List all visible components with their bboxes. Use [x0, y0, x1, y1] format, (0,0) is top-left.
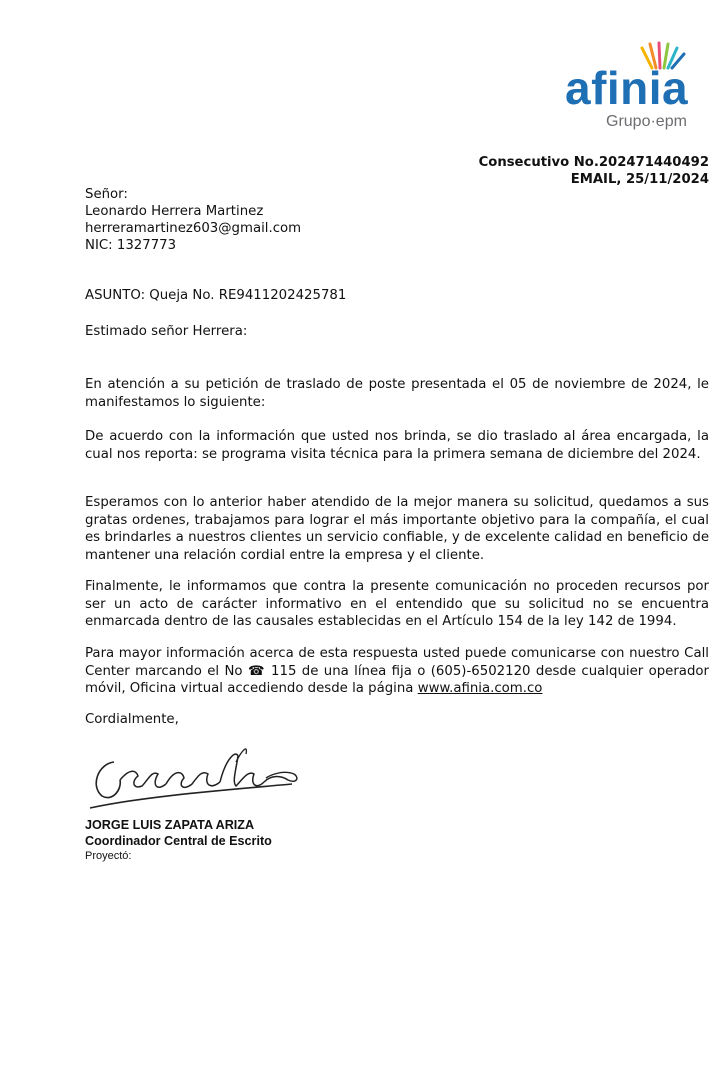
subject-line: ASUNTO: Queja No. RE9411202425781: [85, 288, 347, 303]
consecutivo: Consecutivo No.202471440492: [478, 155, 709, 170]
phone-icon: ☎: [247, 663, 266, 679]
afinia-logo: [560, 40, 710, 135]
logo-group: Grupo·epm: [606, 113, 687, 130]
paragraph-2: De acuerdo con la información que usted nos brinda, se dio traslado al área encargada, la cual nos reporta: se programa visita técnica para la primera semana de diciembre del 2024.: [85, 429, 709, 462]
paragraph-3: Esperamos con lo anterior haber atendido de la mejor manera su solicitud, quedamos a sus gratas ordenes, trabajamos para lograr el más importante objetivo para la compañía, el cual es brindarles a nuestros clientes un servicio confiable, y de excelente calidad en beneficio de mantener una relación cordial entre la empresa y el cliente.: [85, 495, 709, 563]
paragraph-1: En atención a su petición de traslado de poste presentada el 05 de noviembre de 2024, le manifestamos lo siguiente:: [85, 377, 709, 410]
signer-role: Coordinador Central de Escrito: [85, 834, 272, 848]
recipient-name: Leonardo Herrera Martinez: [85, 204, 264, 219]
recipient-nic: NIC: 1327773: [85, 238, 177, 253]
closing: Cordialmente,: [85, 712, 179, 727]
recipient-block: [85, 186, 301, 254]
logo-brand: afinia: [565, 62, 689, 114]
handwritten-signature: [86, 740, 316, 815]
recipient-salutation: Señor:: [85, 187, 128, 202]
website-link[interactable]: www.afinia.com.co: [417, 681, 543, 696]
paragraph-4: Finalmente, le informamos que contra la presente comunicación no proceden recursos por ser un acto de carácter informativo en el entendido que su solicitud no se encuentra enmarcada dentro de las causales establecidas en el Artículo 154 de la ley 142 de 1994.: [85, 579, 709, 629]
email-date: EMAIL, 25/11/2024: [570, 172, 709, 187]
paragraph-5-middle: 115 de una línea fija o (605)-6502120 desde cualquier operador móvil, Oficina virtual accediendo desde la página: [85, 663, 709, 696]
greeting: Estimado señor Herrera:: [85, 324, 248, 339]
projected-label: Proyectó:: [85, 850, 132, 862]
reference-block: [479, 154, 709, 188]
recipient-email: herreramartinez603@gmail.com: [85, 221, 302, 236]
paragraph-5: [85, 645, 709, 698]
paragraph-5-start: Para mayor información acerca de esta respuesta usted puede comunicarse con nuestro Call Center marcando el No: [85, 646, 709, 679]
signer-name: JORGE LUIS ZAPATA ARIZA: [85, 818, 255, 832]
